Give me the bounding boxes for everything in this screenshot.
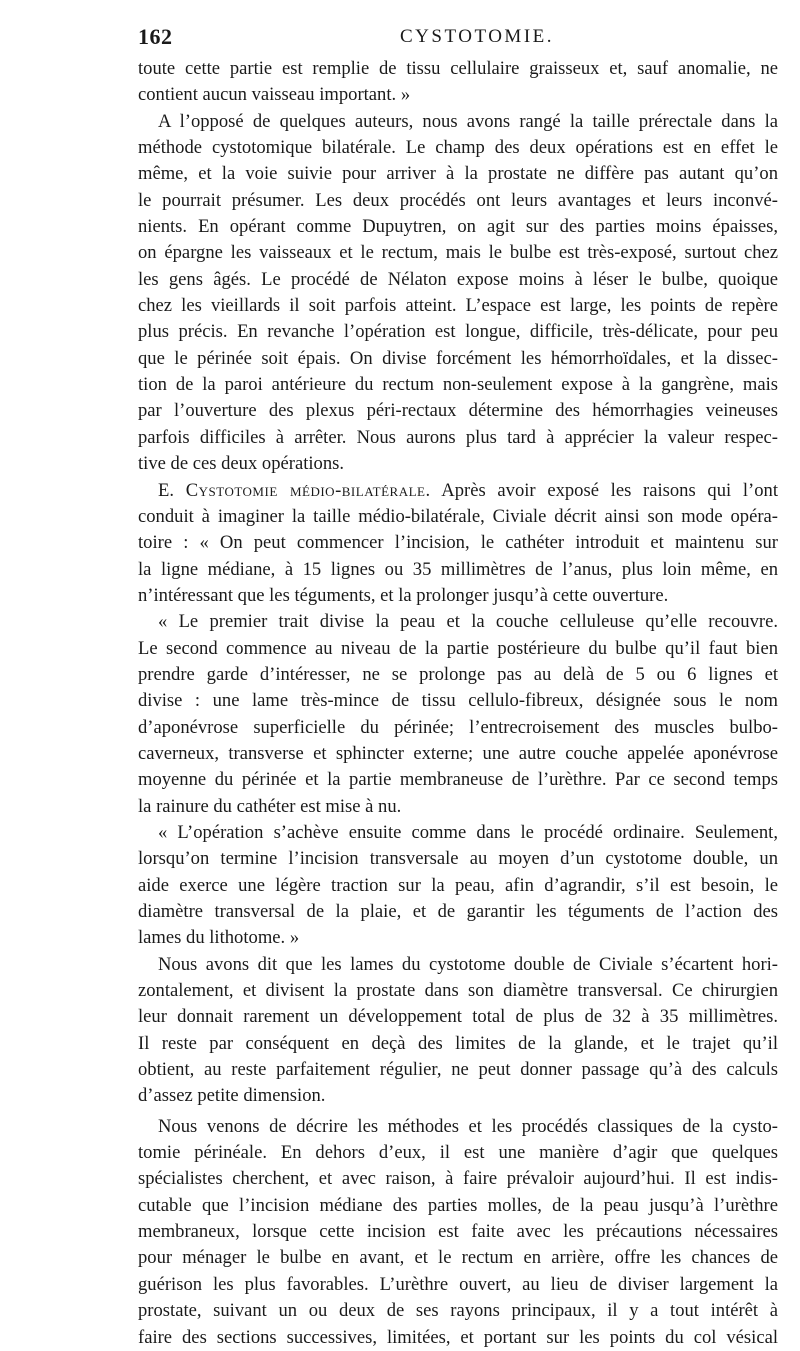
- text-line: moyenne du périnée et la partie membraneuse de l’urèthre. Par ce second temps: [138, 769, 778, 791]
- text-line: méthode cystotomique bilatérale. Le champ des deux opérations est en effet le: [138, 137, 778, 159]
- text-line: leur donnait rarement un développement total de plus de 32 à 35 millimètres.: [138, 1006, 778, 1028]
- text-line: prostate, suivant un ou deux de ses rayons principaux, il y a tout intérêt à: [138, 1300, 778, 1322]
- paragraph: [138, 478, 778, 610]
- text-line: parfois difficiles à arrêter. Nous aurons plus tard à apprécier la valeur respec-: [138, 426, 778, 448]
- text-line: spécialistes cherchent, et avec raison, à faire prévaloir aujourd’hui. Il est indis-: [138, 1168, 778, 1190]
- text-line: obtient, au reste parfaitement régulier, ne peut donner passage qu’à des calculs: [138, 1059, 778, 1081]
- text-line: aide exerce une légère traction sur la peau, afin d’agrandir, s’il est besoin, le: [138, 874, 778, 896]
- page-number: 162: [138, 24, 173, 49]
- text-line: la ligne médiane, à 15 lignes ou 35 millimètres de l’anus, plus loin même, en: [138, 558, 778, 580]
- text-line: caverneux, transverse et sphincter externe; une autre couche appelée aponévrose: [138, 742, 778, 764]
- section-heading: Cystotomie médio-bilatérale.: [185, 479, 431, 501]
- text-line: zontalement, et divisent la prostate dans son diamètre transversal. Ce chirurgien: [138, 980, 778, 1002]
- text-line: Le second commence au niveau de la partie postérieure du bulbe qu’il faut bien: [138, 637, 778, 659]
- text-line: cutable que l’incision médiane des parties molles, de la peau jusqu’à l’urèthre: [138, 1194, 778, 1216]
- section-heading-line: [138, 478, 778, 504]
- text-line: le pourrait présumer. Les deux procédés ont leurs avantages et leurs inconvé-: [138, 189, 778, 211]
- text-line: membraneux, lorsque cette incision est faite avec les précautions nécessaires: [138, 1221, 778, 1243]
- text-line: divise : une lame très-mince de tissu cellulo-fibreux, désignée sous le nom: [138, 690, 778, 712]
- text-line: Nous avons dit que les lames du cystotome double de Civiale s’écartent hori-: [158, 953, 778, 975]
- text-line: d’assez petite dimension.: [138, 1085, 326, 1107]
- text-line: chez les vieillards il soit parfois atteint. L’espace est large, les points de repère: [138, 295, 778, 317]
- text-line: faire des sections successives, limitées, et portant sur les points du col vésical: [138, 1326, 778, 1348]
- paragraph: [138, 1114, 778, 1351]
- text-line: plus précis. En revanche l’opération est longue, difficile, très-délicate, pour peu: [138, 321, 778, 343]
- text-line: tion de la paroi antérieure du rectum non-seulement expose à la gangrène, mais: [138, 374, 778, 396]
- body-text: [138, 56, 778, 1351]
- text-line: les gens âgés. Le procédé de Nélaton expose moins à léser le bulbe, quoique: [138, 268, 778, 290]
- running-head: [138, 24, 778, 54]
- running-title: CYSTOTOMIE.: [400, 26, 555, 47]
- text-line: tive de ces deux opérations.: [138, 453, 345, 475]
- text-line: prendre garde d’intéresser, ne se prolonge pas au delà de 5 ou 6 lignes et: [138, 663, 778, 685]
- text-line: par l’ouverture des plexus péri-rectaux détermine des hémorrhagies veineuses: [138, 400, 778, 422]
- paragraph: [138, 56, 778, 109]
- text-line: nients. En opérant comme Dupuytren, on agit sur des parties moins épaisses,: [138, 216, 778, 238]
- text-line: lorsqu’on termine l’incision transversale au moyen d’un cystotome double, un: [138, 848, 778, 870]
- text-line: pour ménager le bulbe en avant, et le rectum en arrière, offre les chances de: [138, 1247, 778, 1269]
- text-line: A l’opposé de quelques auteurs, nous avons rangé la taille prérectale dans la: [158, 110, 778, 132]
- text-line: « L’opération s’achève ensuite comme dans le procédé ordinaire. Seulement,: [158, 821, 778, 843]
- text-line: tomie périnéale. En dehors d’eux, il est une manière d’agir que quelques: [138, 1142, 778, 1164]
- text-line: on épargne les vaisseaux et le rectum, mais le bulbe est très-exposé, surtout chez: [138, 242, 778, 264]
- section-heading-text: Après avoir exposé les raisons qui l’ont: [430, 479, 779, 501]
- text-line: Nous venons de décrire les méthodes et les procédés classiques de la cysto-: [158, 1115, 778, 1137]
- text-line: toire : « On peut commencer l’incision, le cathéter introduit et maintenu sur: [138, 532, 778, 554]
- text-line: n’intéressant que les téguments, et la prolonger jusqu’à cette ouverture.: [138, 584, 669, 606]
- text-line: d’aponévrose superficielle du périnée; l’entrecroisement des muscles bulbo-: [138, 716, 778, 738]
- paragraph: [138, 609, 778, 820]
- paragraph: [138, 952, 778, 1110]
- text-line: diamètre transversal de la plaie, et de garantir les téguments de l’action des: [138, 901, 778, 922]
- text-line: que le périnée soit épais. On divise forcément les hémorrhoïdales, et la dissec-: [138, 347, 778, 369]
- text-line: guérison les plus favorables. L’urèthre ouvert, au lieu de diviser largement la: [138, 1273, 778, 1295]
- text-line: « Le premier trait divise la peau et la couche celluleuse qu’elle recouvre.: [158, 611, 778, 633]
- section-heading-prefix: E.: [158, 479, 186, 501]
- text-line: même, et la voie suivie pour arriver à la prostate ne diffère pas autant qu’on: [138, 163, 778, 185]
- paragraph: [138, 109, 778, 478]
- text-line: contient aucun vaisseau important. »: [138, 84, 411, 106]
- paragraph: [138, 820, 778, 952]
- text-line: la rainure du cathéter est mise à nu.: [138, 795, 402, 817]
- text-line: toute cette partie est remplie de tissu cellulaire graisseux et, sauf anomalie, ne: [138, 58, 778, 79]
- text-line: lames du lithotome. »: [138, 927, 300, 949]
- text-line: Il reste par conséquent en deçà des limites de la glande, et le trajet qu’il: [138, 1032, 778, 1054]
- text-line: conduit à imaginer la taille médio-bilatérale, Civiale décrit ainsi son mode opéra-: [138, 505, 778, 527]
